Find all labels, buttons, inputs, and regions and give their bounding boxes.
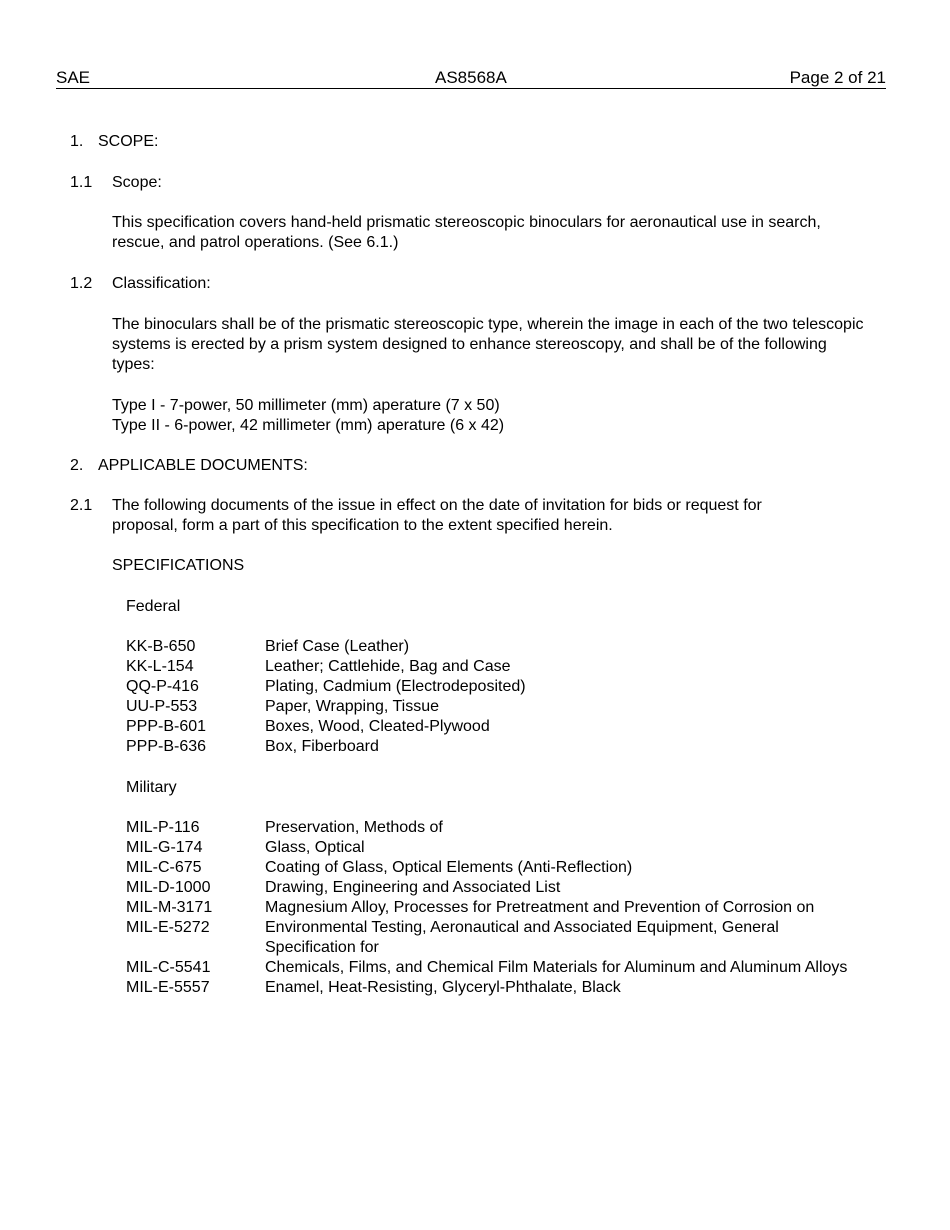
- list-item: [126, 697, 886, 717]
- section-2-1-number: 2.1: [70, 497, 93, 514]
- spec-description: Brief Case (Leather): [265, 638, 410, 655]
- spec-code: MIL-P-116: [126, 819, 200, 836]
- list-item: [126, 858, 856, 878]
- spec-description: Enamel, Heat-Resisting, Glyceryl-Phthalate, Black: [265, 979, 621, 996]
- federal-heading: Federal: [126, 598, 181, 615]
- military-spec-list: [126, 818, 856, 998]
- military-heading: Military: [126, 779, 177, 796]
- federal-spec-list: [126, 637, 886, 757]
- list-item: [126, 918, 856, 958]
- list-item: [126, 878, 856, 898]
- spec-code: MIL-D-1000: [126, 879, 211, 896]
- header-page-number: Page 2 of 21: [789, 68, 886, 87]
- header-doc-number: AS8568A: [435, 68, 507, 87]
- spec-description: Boxes, Wood, Cleated-Plywood: [265, 718, 490, 735]
- section-1-title: SCOPE:: [98, 133, 159, 150]
- spec-code: KK-L-154: [126, 658, 194, 675]
- section-2-title: APPLICABLE DOCUMENTS:: [98, 457, 308, 474]
- list-item: [126, 898, 856, 918]
- spec-code: UU-P-553: [126, 698, 198, 715]
- section-1-2-title: Classification:: [112, 275, 211, 292]
- spec-description: Preservation, Methods of: [265, 819, 443, 836]
- spec-description: Environmental Testing, Aeronautical and Associated Equipment, General Specification for: [265, 919, 779, 956]
- spec-description: Plating, Cadmium (Electrodeposited): [265, 678, 526, 695]
- section-1-number: 1.: [70, 133, 84, 150]
- spec-code: MIL-C-5541: [126, 959, 211, 976]
- section-1-2-number: 1.2: [70, 275, 93, 292]
- spec-description: Glass, Optical: [265, 839, 365, 856]
- list-item: [126, 717, 886, 737]
- type-2-line: Type II - 6-power, 42 millimeter (mm) aperature (6 x 42): [112, 417, 505, 434]
- section-1-2-text: The binoculars shall be of the prismatic stereoscopic type, wherein the image in each of the two telescopic systems is erected by a prism system designed to enhance stereoscopy, and shall be of the following types:: [112, 316, 864, 373]
- spec-code: MIL-E-5272: [126, 919, 210, 936]
- spec-description: Coating of Glass, Optical Elements (Anti-Reflection): [265, 859, 633, 876]
- list-item: [126, 958, 856, 978]
- list-item: [126, 657, 886, 677]
- spec-description: Box, Fiberboard: [265, 738, 379, 755]
- spec-description: Paper, Wrapping, Tissue: [265, 698, 440, 715]
- list-item: [126, 978, 856, 998]
- specifications-heading: SPECIFICATIONS: [112, 557, 245, 574]
- list-item: [126, 637, 886, 657]
- section-2-number: 2.: [70, 457, 84, 474]
- section-2-1-text: The following documents of the issue in effect on the date of invitation for bids or request for proposal, form a part of this specification to the extent specified herein.: [112, 497, 762, 534]
- spec-description: Chemicals, Films, and Chemical Film Materials for Aluminum and Aluminum Alloys: [265, 959, 848, 976]
- spec-code: MIL-G-174: [126, 839, 203, 856]
- list-item: [126, 737, 886, 757]
- type-1-line: Type I - 7-power, 50 millimeter (mm) aperature (7 x 50): [112, 397, 500, 414]
- spec-code: MIL-C-675: [126, 859, 202, 876]
- page-header: [56, 68, 886, 89]
- spec-code: PPP-B-636: [126, 738, 207, 755]
- spec-code: MIL-M-3171: [126, 899, 213, 916]
- section-1-1-text: This specification covers hand-held prismatic stereoscopic binoculars for aeronautical use in search, rescue, and patrol operations. (See 6.1.): [112, 214, 821, 251]
- spec-code: QQ-P-416: [126, 678, 199, 695]
- list-item: [126, 838, 856, 858]
- list-item: [126, 818, 856, 838]
- list-item: [126, 677, 886, 697]
- spec-code: MIL-E-5557: [126, 979, 210, 996]
- header-org: SAE: [56, 68, 91, 87]
- section-1-1-title: Scope:: [112, 174, 162, 191]
- spec-code: PPP-B-601: [126, 718, 207, 735]
- spec-description: Drawing, Engineering and Associated List: [265, 879, 561, 896]
- spec-description: Leather; Cattlehide, Bag and Case: [265, 658, 511, 675]
- spec-code: KK-B-650: [126, 638, 196, 655]
- spec-description: Magnesium Alloy, Processes for Pretreatment and Prevention of Corrosion on: [265, 899, 815, 916]
- section-1-1-number: 1.1: [70, 174, 93, 191]
